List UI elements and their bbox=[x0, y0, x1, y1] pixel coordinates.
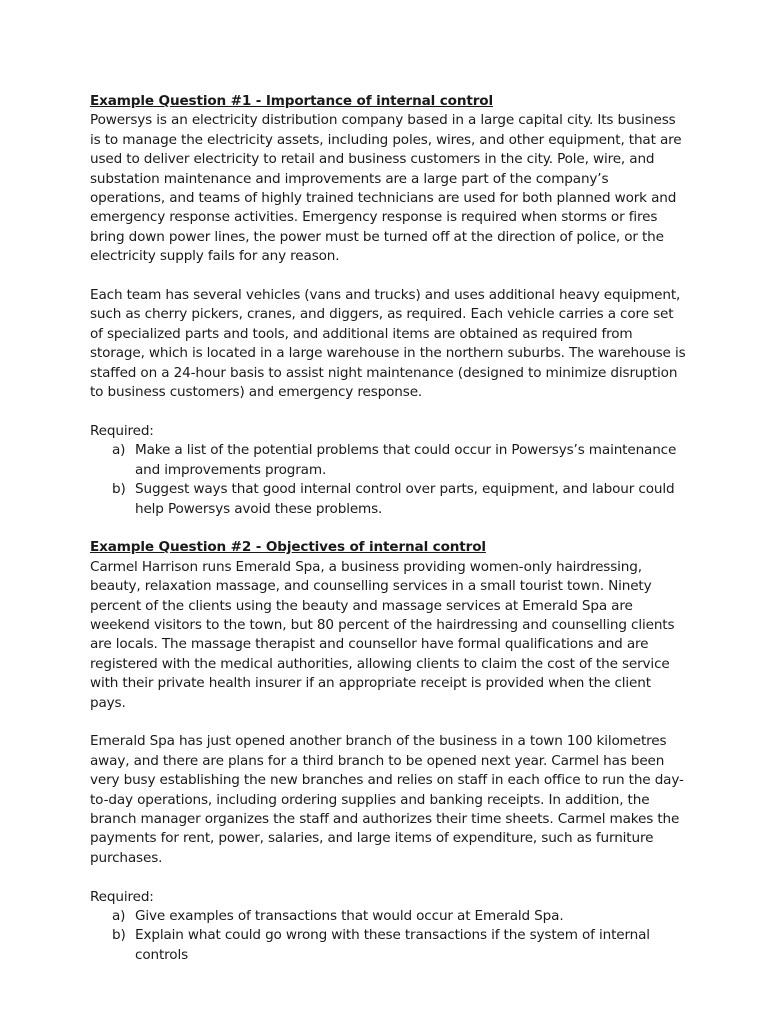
question-2-required-label: Required: bbox=[90, 888, 154, 905]
paragraph-gap bbox=[90, 868, 686, 887]
list-item-text: Make a list of the potential problems that could occur in Powersys’s maintenance and improvements program. bbox=[135, 442, 677, 478]
question-2-heading: Example Question #2 - Objectives of internal control bbox=[90, 539, 486, 556]
paragraph-gap bbox=[90, 402, 686, 421]
question-2-required-list bbox=[90, 907, 686, 965]
list-item-marker: b) bbox=[112, 927, 126, 944]
list-item bbox=[90, 907, 686, 926]
document-page bbox=[90, 92, 686, 965]
list-item bbox=[90, 480, 686, 519]
question-1-paragraph-1: Powersys is an electricity distribution company based in a large capital city. Its business is to manage the electricity assets, including poles, wires, and other equipment, that are used to deliver electricity to retail and business customers in the city. Pole, wire, and substation maintenance and improvements are a large part of the company’s operations, and teams of highly trained technicians are used for both planned work and emergency response activities. Emergency response is required when storms or fires bring down power lines, the power must be turned off at the direction of police, or the electricity supply fails for any reason. bbox=[90, 112, 682, 265]
paragraph-gap bbox=[90, 267, 686, 286]
question-1-heading: Example Question #1 - Importance of internal control bbox=[90, 93, 493, 109]
question-2-section bbox=[90, 538, 686, 965]
list-item-marker: a) bbox=[112, 907, 126, 924]
list-item-marker: b) bbox=[112, 481, 126, 498]
paragraph-gap bbox=[90, 713, 686, 732]
list-item-text: Give examples of transactions that would occur at Emerald Spa. bbox=[135, 907, 564, 924]
question-2-paragraph-2: Emerald Spa has just opened another branch of the business in a town 100 kilometres away, and there are plans for a third branch to be opened next year. Carmel has been very busy establishing the new branches and relies on staff in each office to run the day-to-day operations, including ordering supplies and banking receipts. In addition, the branch manager organizes the staff and authorizes their time sheets. Carmel makes the payments for rent, power, salaries, and large items of expenditure, such as furniture purchases. bbox=[90, 733, 684, 866]
question-1-section bbox=[90, 92, 686, 519]
question-1-required-list bbox=[90, 441, 686, 519]
list-item-marker: a) bbox=[112, 442, 126, 459]
question-2-paragraph-1: Carmel Harrison runs Emerald Spa, a business providing women-only hairdressing, beauty, relaxation massage, and counselling services in a small tourist town. Ninety percent of the clients using the beauty and massage services at Emerald Spa are weekend visitors to the town, but 80 percent of the hairdressing and counselling clients are locals. The massage therapist and counsellor have formal qualifications and are registered with the medical authorities, allowing clients to claim the cost of the service with their private health insurer if an appropriate receipt is provided when the client pays. bbox=[90, 558, 675, 711]
list-item bbox=[90, 926, 686, 965]
question-1-paragraph-2: Each team has several vehicles (vans and trucks) and uses additional heavy equipment, such as cherry pickers, cranes, and diggers, as required. Each vehicle carries a core set of specialized parts and tools, and additional items are obtained as required from storage, which is located in a large warehouse in the northern suburbs. The warehouse is staffed on a 24-hour basis to assist night maintenance (designed to minimize disruption to business customers) and emergency response. bbox=[90, 287, 686, 401]
question-1-required-label: Required: bbox=[90, 422, 154, 439]
list-item-text: Suggest ways that good internal control over parts, equipment, and labour could help Powersys avoid these problems. bbox=[135, 481, 675, 517]
list-item-text: Explain what could go wrong with these transactions if the system of internal controls bbox=[135, 927, 650, 963]
list-item bbox=[90, 441, 686, 480]
